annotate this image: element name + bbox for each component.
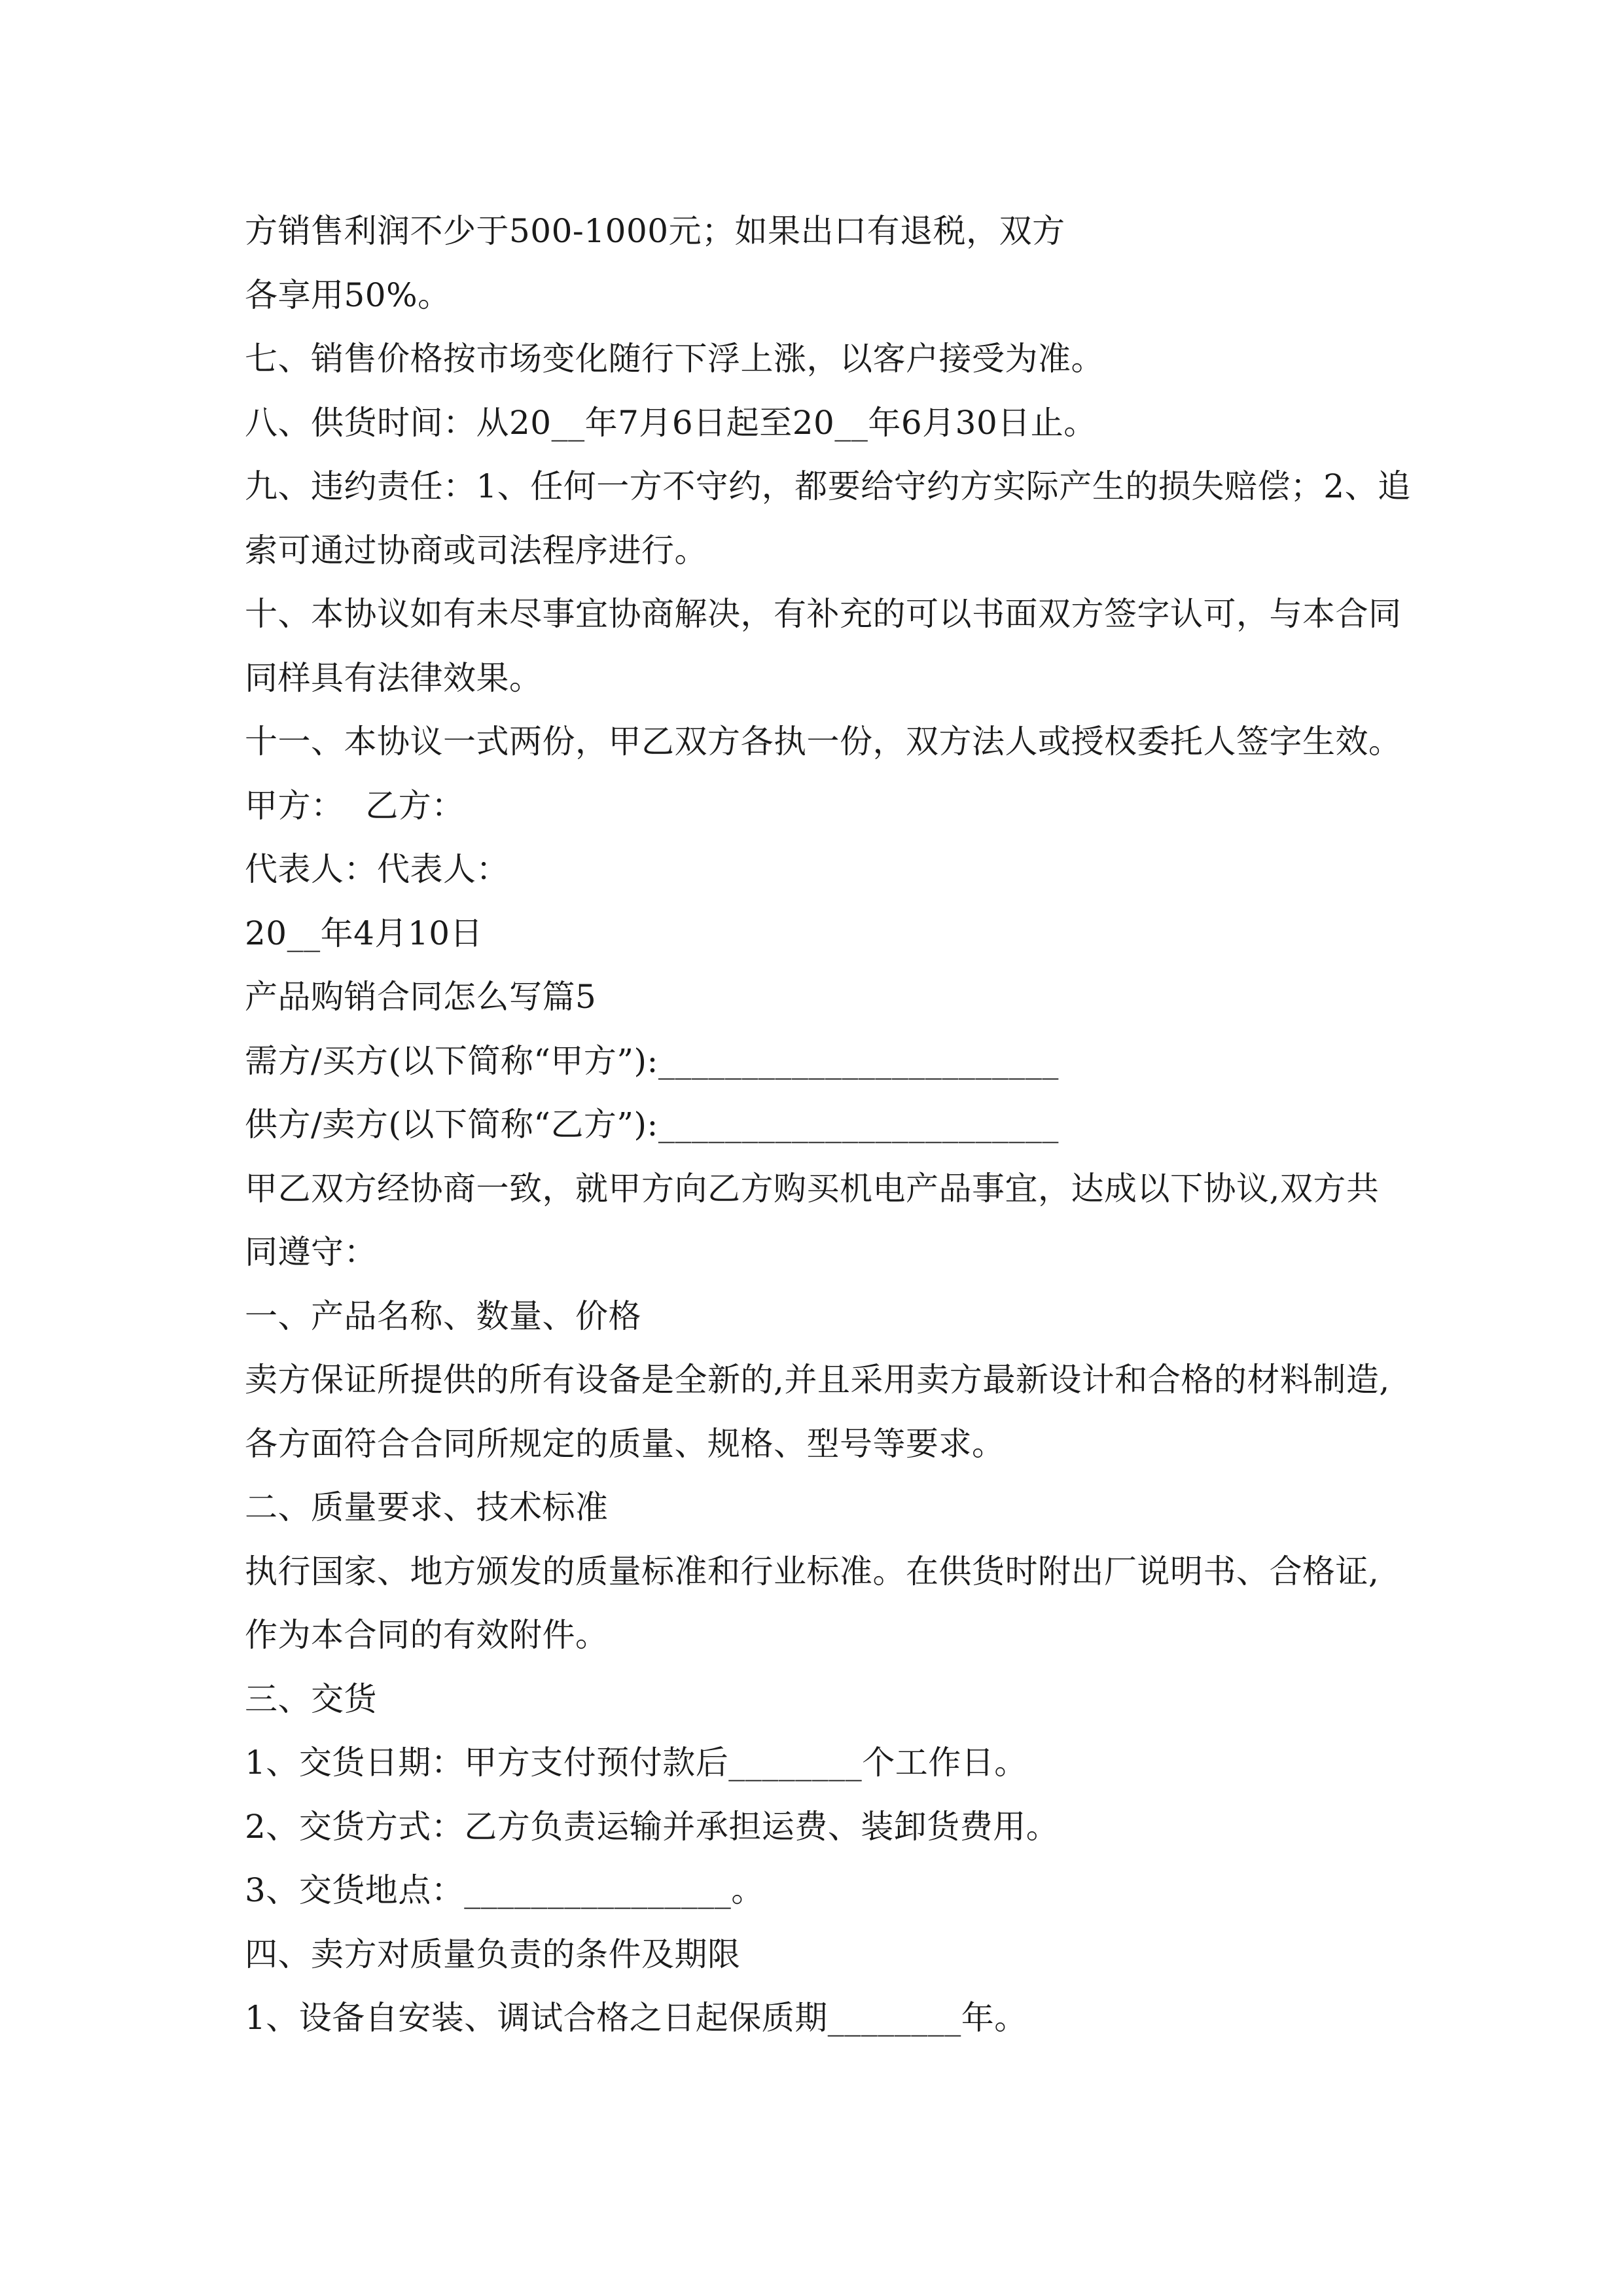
text-line: 方销售利润不少于500-1000元；如果出口有退税，双方 bbox=[245, 212, 1065, 250]
text-line: 同遵守： bbox=[245, 1233, 377, 1271]
text-line: 各方面符合合同所规定的质量、规格、型号等要求。 bbox=[245, 1424, 1005, 1463]
document-body bbox=[245, 200, 1416, 2051]
seller-line: 供方/卖方(以下简称“乙方”):________________________ bbox=[245, 1105, 1059, 1143]
date-line: 20__年4月10日 bbox=[245, 914, 484, 952]
text-line: 1、设备自安装、调试合格之日起保质期________年。 bbox=[245, 1999, 1027, 2037]
text-line: 各享用50%。 bbox=[245, 276, 451, 314]
text-line: 执行国家、地方颁发的质量标准和行业标准。在供货时附出厂说明书、合格证, bbox=[245, 1552, 1380, 1590]
clause-heading: 二、质量要求、技术标准 bbox=[245, 1488, 609, 1526]
text-line: 甲乙双方经协商一致，就甲方向乙方购买机电产品事宜，达成以下协议,双方共 bbox=[245, 1169, 1380, 1208]
text-line: 同样具有法律效果。 bbox=[245, 658, 543, 697]
text-line: 九、违约责任：1、任何一方不守约，都要给守约方实际产生的损失赔偿；2、追 bbox=[245, 467, 1411, 505]
clause-heading: 一、产品名称、数量、价格 bbox=[245, 1297, 641, 1335]
clause-heading: 三、交货 bbox=[245, 1679, 377, 1718]
signature-party-line: 甲方： 乙方： bbox=[245, 786, 465, 825]
section-title: 产品购销合同怎么写篇5 bbox=[245, 978, 597, 1016]
text-line: 七、销售价格按市场变化随行下浮上涨，以客户接受为准。 bbox=[245, 340, 1104, 378]
signature-representative-line: 代表人：代表人： bbox=[245, 850, 509, 888]
text-line: 2、交货方式：乙方负责运输并承担运费、装卸货费用。 bbox=[245, 1807, 1060, 1846]
buyer-line: 需方/买方(以下简称“甲方”):________________________ bbox=[245, 1041, 1059, 1080]
text-line: 八、供货时间：从20__年7月6日起至20__年6月30日止。 bbox=[245, 403, 1097, 442]
clause-heading: 四、卖方对质量负责的条件及期限 bbox=[245, 1935, 741, 1973]
text-line: 十一、本协议一式两份，甲乙双方各执一份，双方法人或授权委托人签字生效。 bbox=[245, 723, 1402, 761]
text-line: 索可通过协商或司法程序进行。 bbox=[245, 531, 707, 569]
text-line: 卖方保证所提供的所有设备是全新的,并且采用卖方最新设计和合格的材料制造, bbox=[245, 1361, 1390, 1399]
text-line: 1、交货日期：甲方支付预付款后________个工作日。 bbox=[245, 1744, 1027, 1782]
text-line: 十、本协议如有未尽事宜协商解决，有补充的可以书面双方签字认可，与本合同 bbox=[245, 595, 1402, 633]
text-line: 3、交货地点：________________。 bbox=[245, 1871, 764, 1909]
text-line: 作为本合同的有效附件。 bbox=[245, 1616, 609, 1654]
